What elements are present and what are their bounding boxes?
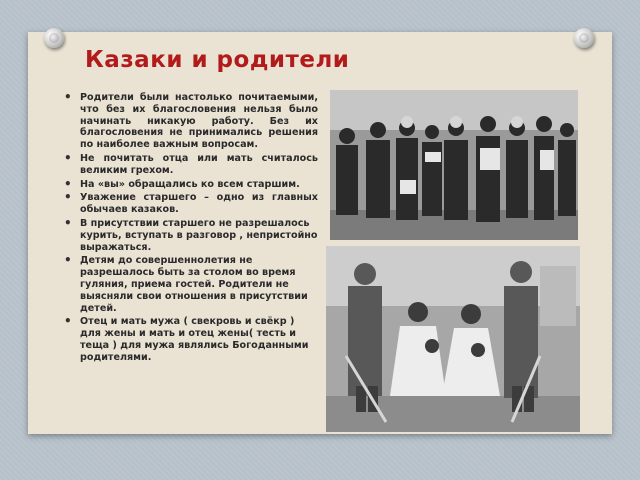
bullet-item: • В присутствии старшего не разрешалось курить, вступать в разговор , непристойно выражаться. xyxy=(60,218,318,253)
pushpin-icon xyxy=(44,28,64,48)
photo-image xyxy=(330,90,578,240)
slide-title: Казаки и родители xyxy=(85,47,350,73)
photo-image xyxy=(326,246,580,432)
pushpin-icon xyxy=(574,28,594,48)
bullet-item: • На «вы» обращались ко всем старшим. xyxy=(60,179,318,191)
bullet-item: • Отец и мать мужа ( свекровь и свёкр ) для жены и мать и отец жены( тесть и теща ) для мужа являлись Богоданными родителями. xyxy=(60,316,318,363)
bullet-item: • Уважение старшего – одно из главных обычаев казаков. xyxy=(60,192,318,216)
bullet-item: • Детям до совершеннолетия не разрешалось быть за столом во время гуляния, приема гостей. Родители не выясняли свои отношения в присутствии детей. xyxy=(60,255,318,314)
bullet-list xyxy=(60,92,318,366)
cossack-family-photo xyxy=(326,246,580,432)
bullet-item: • Не почитать отца или мать считалось великим грехом. xyxy=(60,153,318,177)
bullet-item: • Родители были настолько почитаемыми, что без их благословения нельзя было начинать никакую работу. Без их благословения не принимались решения по наиболее важным вопросам. xyxy=(60,92,318,151)
cossack-group-photo xyxy=(330,90,578,240)
